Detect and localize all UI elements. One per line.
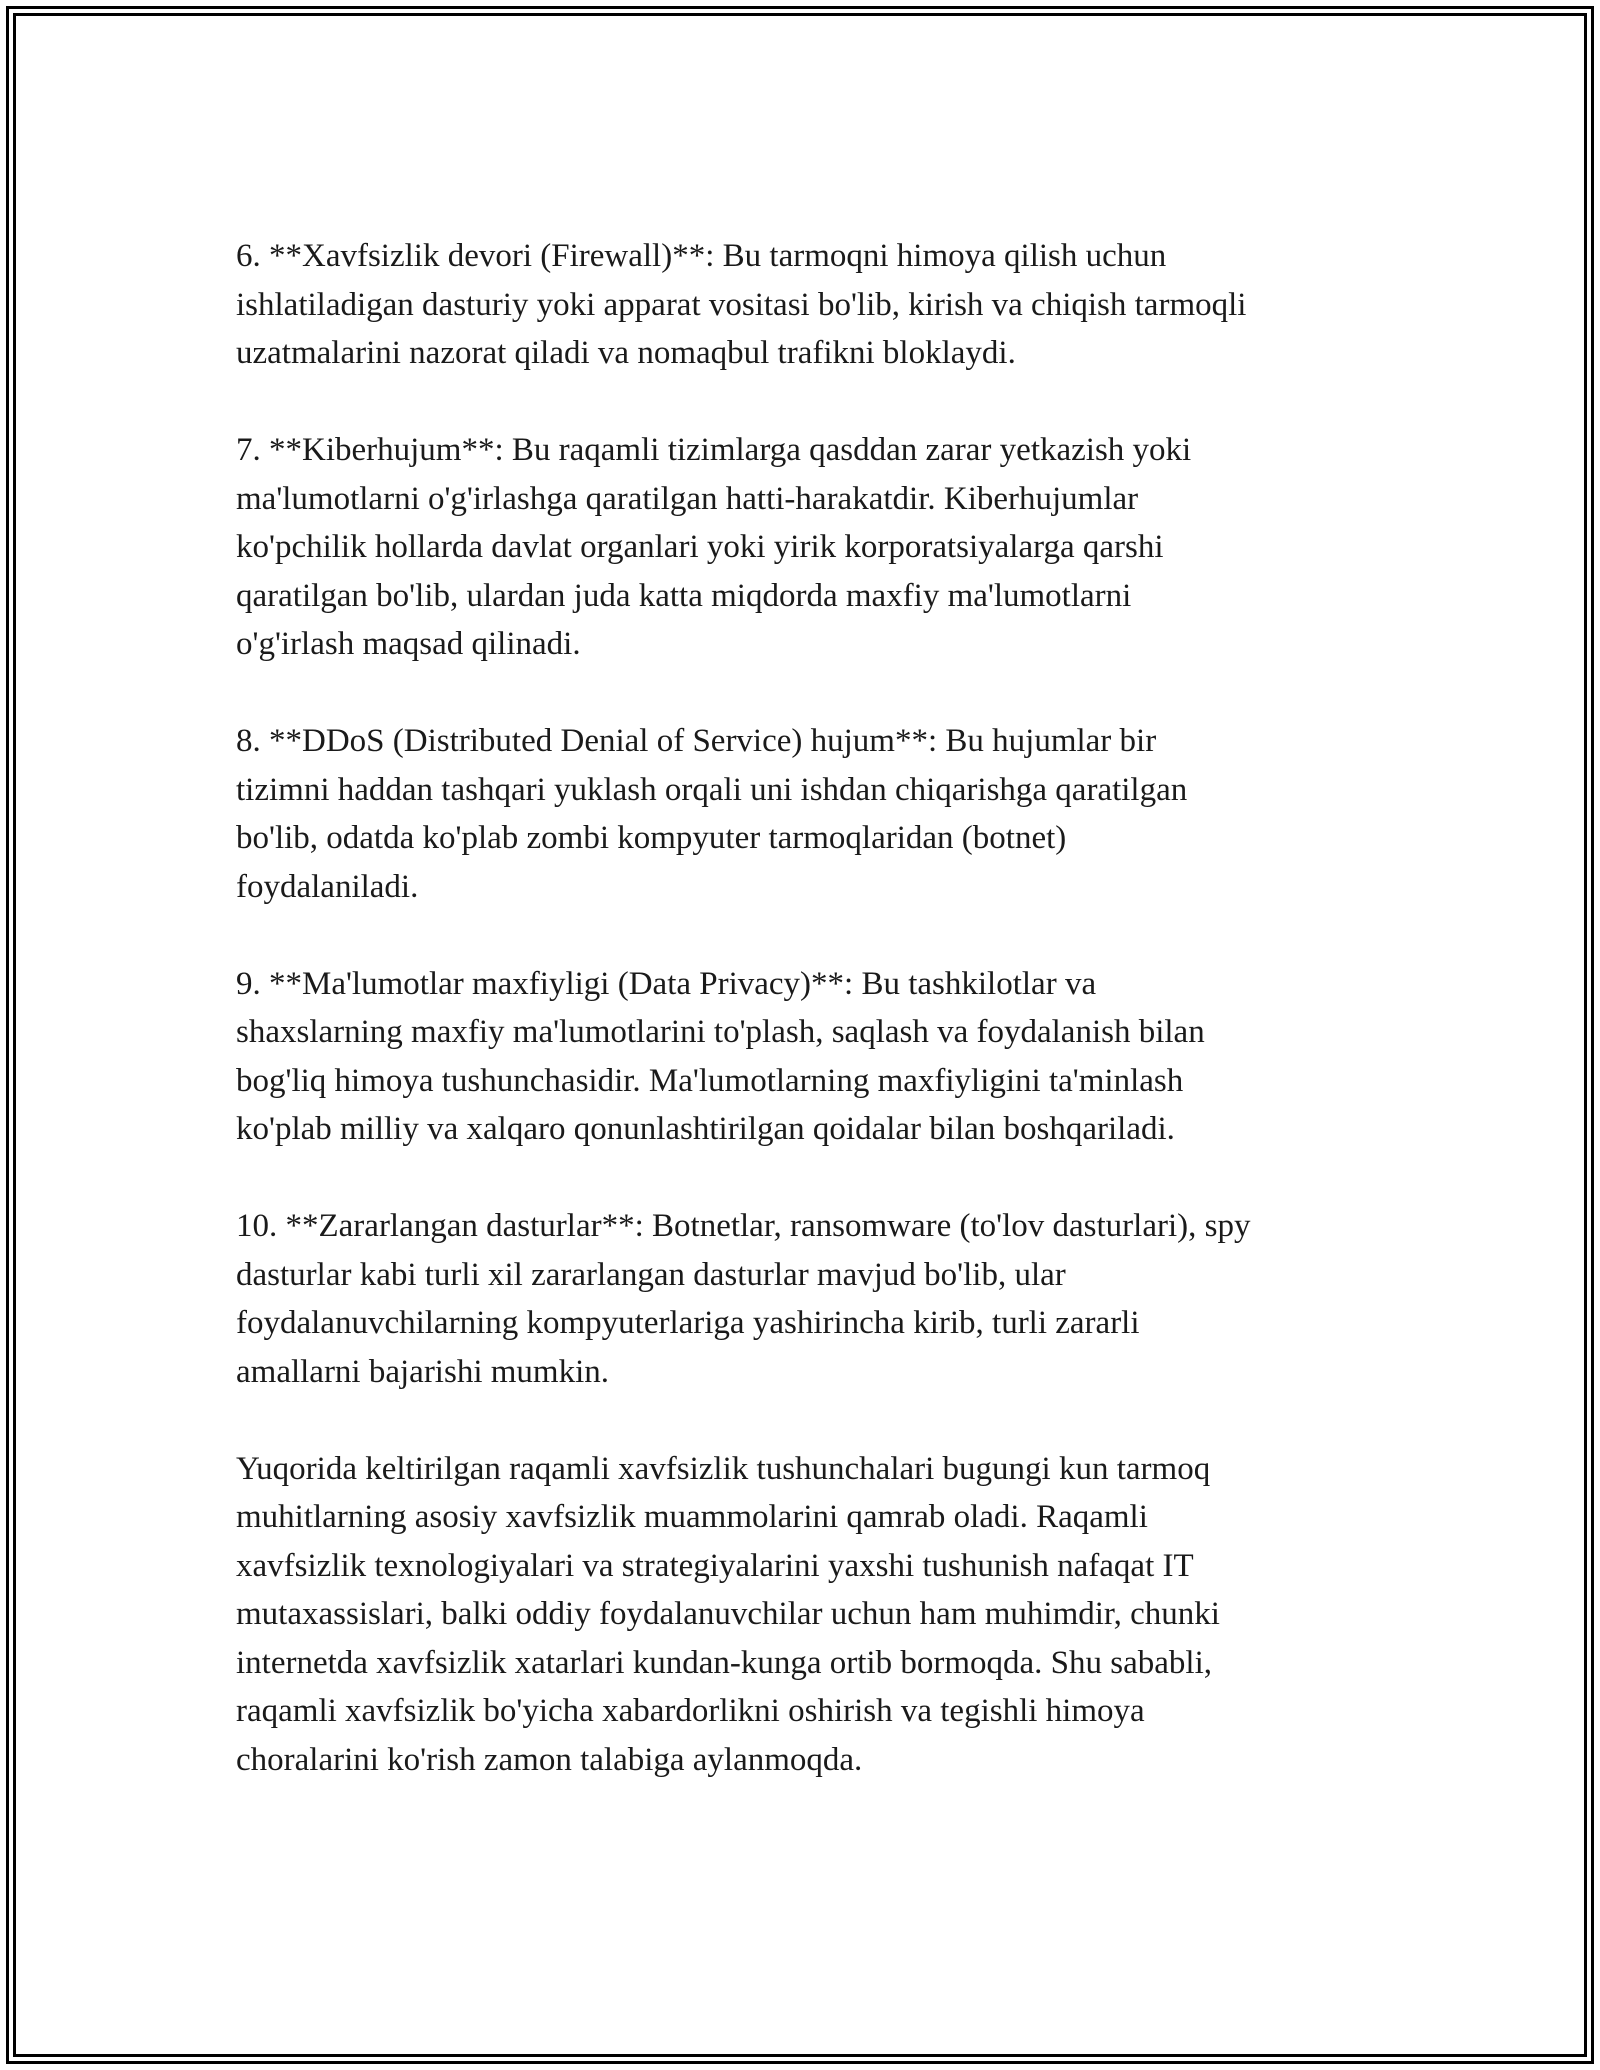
- paragraph-cyberattack: 7. **Kiberhujum**: Bu raqamli tizimlarga qasddan zarar yetkazish yoki ma'lumotlarni o'g'irlashga qaratilgan hatti-harakatdir. Kiberhujumlar ko'pchilik hollarda davlat organlari yoki yirik korporatsiyalarga qarshi qaratilgan bo'lib, ulardan juda katta miqdorda maxfiy ma'lumotlarni o'g'irlash maqsad qilinadi.: [236, 432, 1192, 662]
- paragraph-ddos: 8. **DDoS (Distributed Denial of Service) hujum**: Bu hujumlar bir tizimni haddan tashqari yuklash orqali uni ishdan chiqarishga qaratilgan bo'lib, odatda ko'plab zombi kompyuter tarmoqlaridan (botnet) foydalaniladi.: [236, 723, 1188, 905]
- paragraph-data-privacy: 9. **Ma'lumotlar maxfiyligi (Data Privacy)**: Bu tashkilotlar va shaxslarning maxfiy ma'lumotlarini to'plash, saqlash va foydalanish bilan bog'liq himoya tushunchasidir. Ma'lumotlarning maxfiyligini ta'minlash ko'plab milliy va xalqaro qonunlashtirilgan qoidalar bilan boshqariladi.: [236, 965, 1205, 1147]
- document-body: [236, 232, 1386, 1784]
- paragraph-malware: 10. **Zararlangan dasturlar**: Botnetlar, ransomware (to'lov dasturlari), spy dasturlar kabi turli xil zararlangan dasturlar mavjud bo'lib, ular foydalanuvchilarning kompyuterlariga yashirincha kirib, turli zararli amallarni bajarishi mumkin.: [236, 1208, 1251, 1390]
- paragraph-firewall: 6. **Xavfsizlik devori (Firewall)**: Bu tarmoqni himoya qilish uchun ishlatiladigan dasturiy yoki apparat vositasi bo'lib, kirish va chiqish tarmoqli uzatmalarini nazorat qiladi va nomaqbul trafikni bloklaydi.: [236, 238, 1247, 371]
- paragraph-conclusion: Yuqorida keltirilgan raqamli xavfsizlik tushunchalari bugungi kun tarmoq muhitlarning asosiy xavfsizlik muammolarini qamrab oladi. Raqamli xavfsizlik texnologiyalari va strategiyalarini yaxshi tushunish nafaqat IT mutaxassislari, balki oddiy foydalanuvchilar uchun ham muhimdir, chunki internetda xavfsizlik xatarlari kundan-kunga ortib bormoqda. Shu sababli, raqamli xavfsizlik bo'yicha xabardorlikni oshirish va tegishli himoya choralarini ko'rish zamon talabiga aylanmoqda.: [236, 1450, 1220, 1778]
